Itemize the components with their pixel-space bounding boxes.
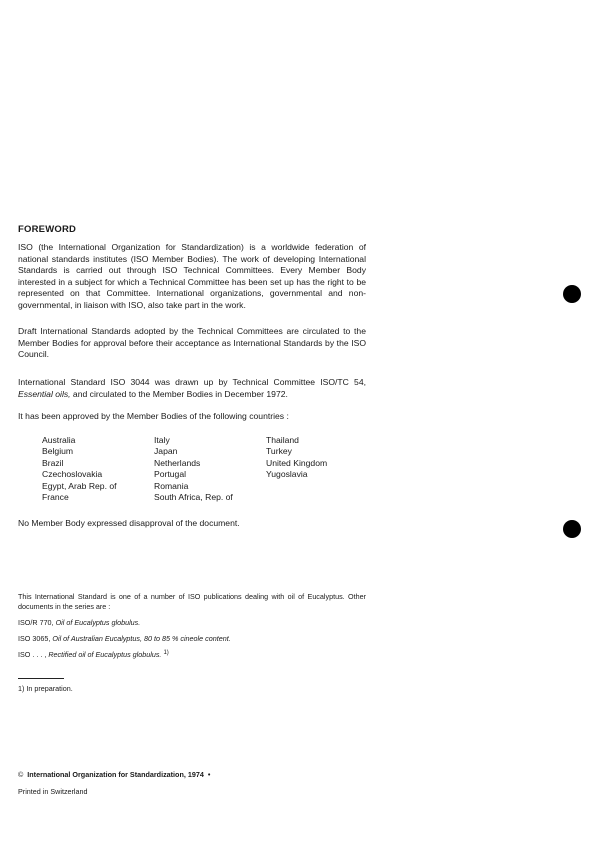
country-name: Portugal	[154, 469, 187, 480]
country-name: Italy	[154, 435, 170, 445]
reference-title: Oil of Australian Eucalyptus, 80 to 85 % cineole content.	[52, 634, 231, 643]
country-name: Turkey	[266, 446, 292, 457]
series-intro: This International Standard is one of a number of ISO publications dealing with oil of Eucalyptus. Other documents in the series are :	[18, 592, 366, 611]
country-name: United Kingdom	[266, 457, 328, 468]
country-name: South Africa, Rep. of	[154, 492, 233, 503]
copyright-icon: ©	[18, 770, 24, 779]
reference-title: Rectified oil of Eucalyptus globulus.	[48, 650, 162, 659]
country-name: Egypt, Arab Rep. of	[42, 480, 117, 491]
country-column-3	[266, 435, 327, 481]
country-name: Romania	[154, 480, 189, 491]
footnote-divider	[18, 678, 64, 679]
foreword-paragraph-4: It has been approved by the Member Bodies of the following countries :	[18, 411, 289, 421]
country-column-1	[42, 435, 117, 503]
reference-item	[18, 649, 366, 660]
country-name: Australia	[42, 435, 76, 445]
reference-code: ISO 3065,	[18, 634, 53, 643]
para3-after: and circulated to the Member Bodies in December 1972.	[70, 388, 288, 399]
country-name: Czechoslovakia	[42, 469, 103, 480]
foreword-paragraph-2: Draft International Standards adopted by the Technical Committees are circulated to the Member Bodies for approval before their acceptance as International Standards by the ISO Council.	[18, 326, 366, 360]
foreword-heading: FOREWORD	[18, 224, 77, 235]
printed-in: Printed in Switzerland	[18, 787, 88, 796]
country-name: Thailand	[266, 435, 299, 445]
reference-item	[18, 618, 366, 628]
reference-item	[18, 634, 366, 644]
footnote: 1) In preparation.	[18, 684, 73, 693]
copyright-line	[18, 770, 366, 780]
country-name: Yugoslavia	[266, 469, 308, 480]
foreword-paragraph-1: ISO (the International Organization for Standardization) is a worldwide federation of national standards institutes (ISO Member Bodies). The work of developing International Standards is carried out through ISO Technical Committees. Every Member Body interested in a subject for which a Technical Committee has been set up has the right to be represented on that Committee. International organizations, governmental and non-governmental, in liaison with ISO, also take part in the work.	[18, 242, 366, 310]
para3-before: International Standard ISO 3044 was drawn up by Technical Committee ISO/TC 54,	[18, 377, 366, 387]
country-column-2	[154, 435, 233, 503]
bullet-icon: •	[207, 770, 211, 779]
committee-name: Essential oils,	[18, 388, 71, 399]
country-name: Netherlands	[154, 457, 201, 468]
reference-title: Oil of Eucalyptus globulus.	[55, 618, 141, 627]
reference-code: ISO . . . ,	[18, 650, 49, 659]
registration-mark-icon	[563, 285, 581, 303]
copyright-text: International Organization for Standardization, 1974	[27, 770, 204, 779]
country-name: France	[42, 492, 69, 503]
country-name: Belgium	[42, 446, 74, 457]
country-name: Japan	[154, 446, 178, 457]
registration-mark-icon	[563, 520, 581, 538]
footnote-marker: 1)	[163, 650, 169, 656]
foreword-paragraph-3	[18, 377, 366, 400]
country-name: Brazil	[42, 457, 64, 468]
reference-code: ISO/R 770,	[18, 618, 56, 627]
foreword-paragraph-5: No Member Body expressed disapproval of the document.	[18, 518, 240, 528]
